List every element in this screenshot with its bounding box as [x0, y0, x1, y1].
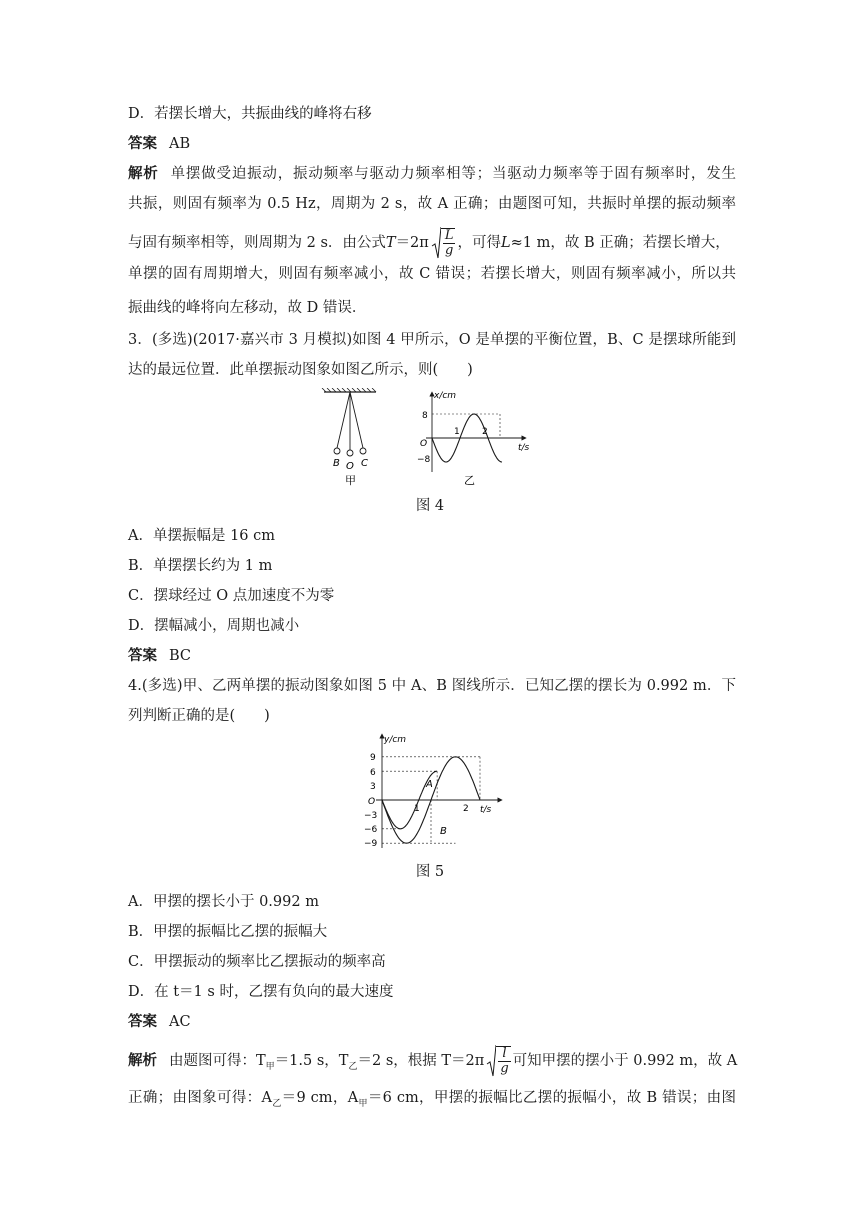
- fig5-xtick: 1: [414, 804, 420, 814]
- fig4-xtick: 1: [454, 427, 460, 437]
- analysis-label: 解析: [128, 1053, 157, 1069]
- curve-label-b: B: [440, 826, 447, 837]
- fig5-ytick: −3: [364, 811, 378, 821]
- fig5-ytick: −6: [364, 825, 378, 835]
- fig5-xtick: 2: [463, 804, 469, 814]
- q4-option-a: A．甲摆的摆长小于 0.992 m: [128, 894, 319, 910]
- q2-option-d: D．若摆长增大，共振曲线的峰将右移: [128, 106, 372, 122]
- q2-analysis-line5: 振曲线的峰将向左移动，故 D 错误．: [128, 300, 367, 316]
- pendulum-figure: [318, 388, 398, 488]
- q3-option-d: D．摆幅减小，周期也减小: [128, 618, 300, 634]
- q4-stem-line2: 列判断正确的是( ): [128, 708, 270, 724]
- fig5-ytick: 3: [370, 782, 376, 792]
- curve-label-a: A: [426, 779, 433, 790]
- pend-label-c: C: [361, 458, 368, 469]
- answer-value: AB: [169, 136, 191, 152]
- fig4-left-label: 甲: [345, 474, 356, 487]
- fig4-graph: [414, 388, 534, 488]
- q3-option-b: B．单摆摆长约为 1 m: [128, 558, 273, 574]
- q4-option-b: B．甲摆的振幅比乙摆的振幅大: [128, 924, 328, 940]
- answer-value: BC: [169, 648, 192, 664]
- fig5-ytick: −9: [364, 839, 378, 849]
- q3-answer: [128, 646, 736, 666]
- pend-label-o: O: [346, 461, 354, 472]
- q3-option-a: A．单摆振幅是 16 cm: [128, 528, 276, 544]
- fig4-ytick: −8: [417, 455, 431, 465]
- q3-option-c: C．摆球经过 O 点加速度不为零: [128, 588, 335, 604]
- fig4-xtick: 2: [482, 427, 488, 437]
- q4-stem-line1: 4.(多选)甲、乙两单摆的振动图象如图 5 中 A、B 图线所示．已知乙摆的摆长为 0.992 m．下: [128, 678, 736, 694]
- fig4-caption: 图 4: [415, 498, 445, 514]
- answer-value: AC: [169, 1014, 191, 1030]
- fig5-ylabel: y/cm: [384, 735, 407, 745]
- fig4-xlabel: t/s: [518, 443, 530, 453]
- sqrt-formula: $\frac{L}{g}$: [431, 226, 456, 260]
- q2-analysis-line4: 单摆的固有周期增大，则固有频率减小，故 C 错误；若摆长增大，则固有频率减小，所以共: [128, 266, 736, 282]
- q4-analysis-line2: 正确；由图象可得：$A_乙=9$ cm，$A_甲=6$ cm，甲摆的振幅比乙摆的振幅小，故 B 错误；由图: [128, 1090, 736, 1109]
- answer-label: 答案: [128, 1014, 157, 1030]
- fig4-right-label: 乙: [464, 474, 475, 487]
- q2-answer: [128, 134, 736, 154]
- fig5-origin: O: [368, 797, 376, 807]
- analysis-label: 解析: [128, 166, 159, 182]
- pend-label-b: B: [333, 458, 340, 469]
- fig5-caption: 图 5: [415, 864, 445, 880]
- q2-analysis-line3: 与固有频率相等，则周期为 2 s．由公式T＝2π $\frac{L}{g}$ ，可得L≈1 m，故 B 正确；若摆长增大，: [128, 228, 730, 258]
- fig5-graph: [360, 732, 510, 854]
- answer-label: 答案: [128, 648, 157, 664]
- fig5-xlabel: t/s: [480, 805, 492, 815]
- fig4-origin: O: [420, 439, 428, 449]
- q3-stem-line2: 达的最远位置．此单摆振动图象如图乙所示，则( ): [128, 362, 473, 378]
- fig5-ytick: 9: [370, 753, 376, 763]
- analysis-text: 单摆做受迫振动，振动频率与驱动力频率相等；当驱动力频率等于固有频率时，发生: [170, 166, 737, 182]
- q4-option-d: D．在 t＝1 s 时，乙摆有负向的最大速度: [128, 984, 394, 1000]
- q2-analysis-line1: [128, 164, 736, 184]
- sqrt-formula: $\frac{l}{g}$: [486, 1044, 510, 1078]
- fig5-ytick: 6: [370, 768, 376, 778]
- q4-answer: [128, 1012, 736, 1032]
- answer-label: 答案: [128, 136, 157, 152]
- fig4-ylabel: x/cm: [434, 391, 457, 401]
- q3-stem-line1: 3．(多选)(2017·嘉兴市 3 月模拟)如图 4 甲所示，O 是单摆的平衡位置，B、C 是摆球所能到: [128, 332, 736, 348]
- q2-analysis-line2: 共振，则固有频率为 0.5 Hz，周期为 2 s，故 A 正确；由题图可知，共振时单摆的振动频率: [128, 196, 736, 212]
- q4-option-c: C．甲摆振动的频率比乙摆振动的频率高: [128, 954, 386, 970]
- fig4-ytick: 8: [422, 411, 428, 421]
- q4-analysis-line1: 解析 由题图可得：$T_甲=1.5$ s，$T_乙=2$ s，根据 T＝2π $\frac{l}{g}$ 可知甲摆的摆小于 0.992 m，故 A: [128, 1046, 738, 1076]
